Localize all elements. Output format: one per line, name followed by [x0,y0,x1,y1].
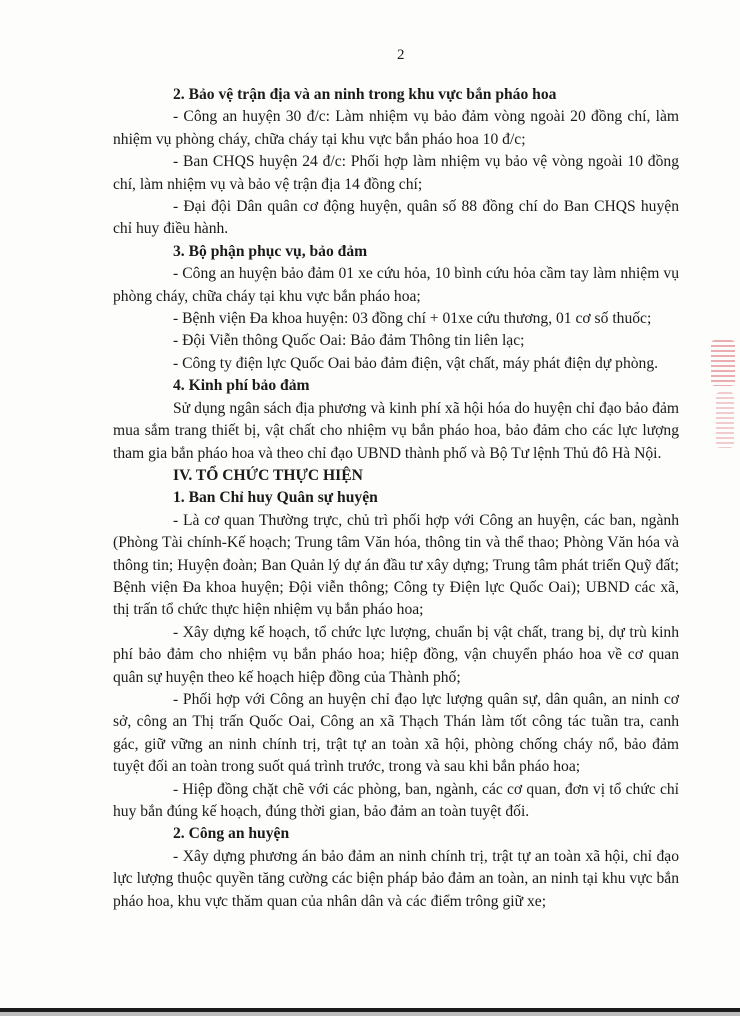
section-heading-security: 2. Bảo vệ trận địa và an ninh trong khu vực bắn pháo hoa [173,86,557,103]
paragraph: - Xây dựng kế hoạch, tổ chức lực lượng, chuẩn bị vật chất, trang bị, dự trù kinh phí bảo đảm cho nhiệm vụ bắn pháo hoa; hiệp đồng, vận chuyển pháo hoa về cơ quan quân sự huyện theo kế hoạch hiệp đồng của Thành phố; [113,623,679,686]
seal-stamp-fragment [716,392,734,448]
paragraph: - Bệnh viện Đa khoa huyện: 03 đồng chí + 01xe cứu thương, 01 cơ số thuốc; [173,310,652,328]
paragraph: - Công an huyện 30 đ/c: Làm nhiệm vụ bảo đảm vòng ngoài 20 đồng chí, làm nhiệm vụ phòng cháy, chữa cháy tại khu vực bắn pháo hoa 10 đ/c; [113,108,679,148]
paragraph: - Đội Viễn thông Quốc Oai: Bảo đảm Thông tin liên lạc; [173,332,525,350]
page-number: 2 [397,47,405,63]
paragraph: Sử dụng ngân sách địa phương và kinh phí xã hội hóa do huyện chỉ đạo bảo đảm mua sắm trang thiết bị, vật chất cho nhiệm vụ bắn pháo hoa, bảo đảm cho các lực lượng tham gia bắn pháo hoa và theo chỉ đạo UBND thành phố và Bộ Tư lệnh Thủ đô Hà Nội. [113,399,679,462]
subsection-heading-police: 2. Công an huyện [173,825,290,843]
paragraph: - Xây dựng phương án bảo đảm an ninh chính trị, trật tự an toàn xã hội, chỉ đạo lực lượng thuộc quyền tăng cường các biện pháp bảo đảm an toàn, an ninh tại khu vực bắn pháo hoa, khu vực thăm quan của nhân dân và các điểm trông giữ xe; [113,847,679,910]
subsection-heading-military: 1. Ban Chỉ huy Quân sự huyện [173,489,378,507]
seal-stamp-fragment [711,340,735,386]
section-heading-service: 3. Bộ phận phục vụ, bảo đảm [173,242,368,260]
section-heading-funding: 4. Kinh phí bảo đảm [173,377,310,395]
paragraph: - Là cơ quan Thường trực, chủ trì phối hợp với Công an huyện, các ban, ngành (Phòng Tài chính-Kế hoạch; Trung tâm Văn hóa, thông tin và thể thao; Phòng Văn hóa và thông tin; Huyện đoàn; Ban Quản lý dự án đầu tư xây dựng; Trung tâm phát triển Quỹ đất; Bệnh viện Đa khoa huyện; Đội viễn thông; Công ty Điện lực Quốc Oai); UBND các xã, thị trấn tổ chức thực hiện nhiệm vụ bắn pháo hoa; [113,511,679,619]
paragraph: - Công an huyện bảo đảm 01 xe cứu hỏa, 10 bình cứu hỏa cầm tay làm nhiệm vụ phòng cháy, chữa cháy tại khu vực bắn pháo hoa; [113,265,679,305]
paragraph: - Phối hợp với Công an huyện chỉ đạo lực lượng quân sự, dân quân, an ninh cơ sở, công an Thị trấn Quốc Oai, Công an xã Thạch Thán làm tốt công tác tuần tra, canh gác, giữ vững an ninh chính trị, trật tự an toàn xã hội, phòng chống cháy nổ, bảo đảm tuyệt đối an toàn trong suốt quá trình trước, trong và sau khi bắn pháo hoa; [113,690,679,776]
part-heading-implementation: IV. TỔ CHỨC THỰC HIỆN [173,466,363,484]
paragraph: - Hiệp đồng chặt chẽ với các phòng, ban, ngành, các cơ quan, đơn vị tổ chức chỉ huy bắn đúng kế hoạch, đúng thời gian, bảo đảm an toàn tuyệt đối. [113,780,679,820]
scan-edge-shadow [0,1012,740,1016]
paragraph: - Ban CHQS huyện 24 đ/c: Phối hợp làm nhiệm vụ bảo vệ vòng ngoài 10 đồng chí, làm nhiệm vụ và bảo vệ trận địa 14 đồng chí; [113,153,679,193]
paragraph: - Đại đội Dân quân cơ động huyện, quân số 88 đồng chí do Ban CHQS huyện chỉ huy điều hành. [113,198,679,238]
document-body [113,84,679,913]
paragraph: - Công ty điện lực Quốc Oai bảo đảm điện, vật chất, máy phát điện dự phòng. [173,354,659,372]
